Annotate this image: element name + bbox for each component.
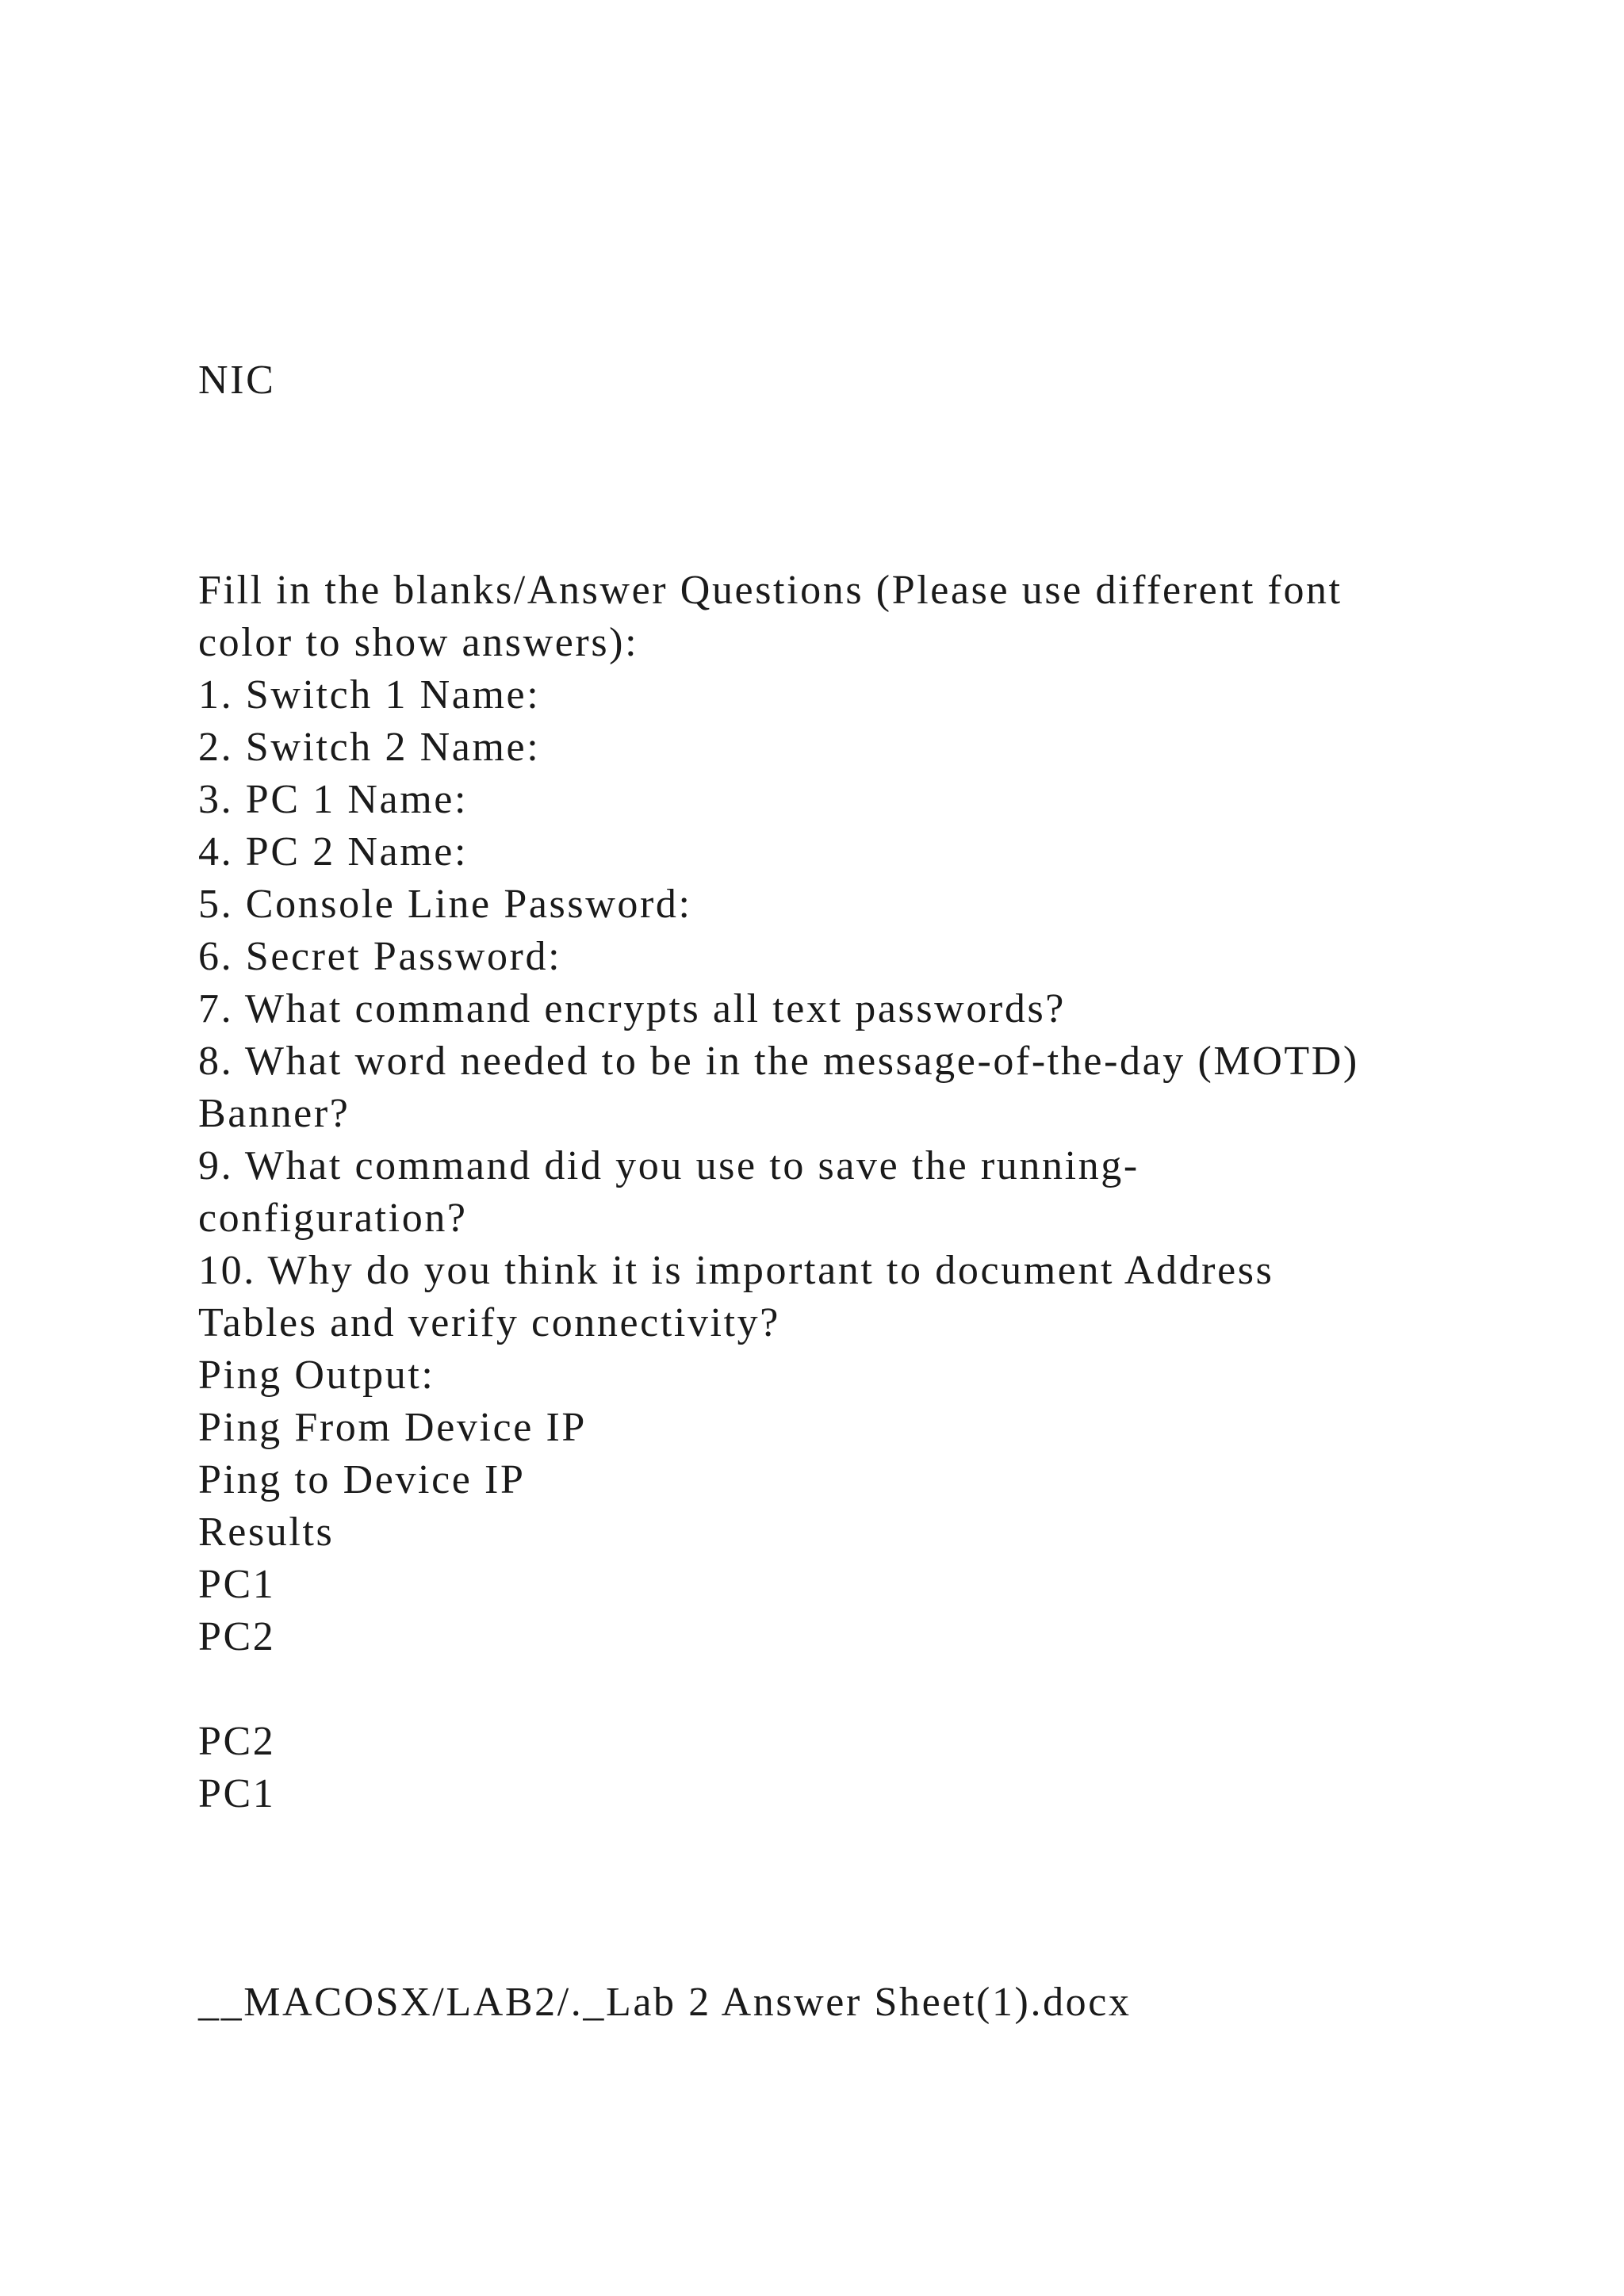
question-2: 2. Switch 2 Name:	[198, 725, 541, 770]
question-10-continued: Tables and verify connectivity?	[198, 1300, 780, 1345]
question-5: 5. Console Line Password:	[198, 882, 692, 927]
question-8-continued: Banner?	[198, 1091, 350, 1136]
question-7: 7. What command encrypts all text passwords?	[198, 986, 1066, 1031]
question-10: 10. Why do you think it is important to document Address	[198, 1248, 1274, 1293]
footer-file-path: __MACOSX/LAB2/._Lab 2 Answer Sheet(1).docx	[198, 1980, 1132, 2025]
question-3: 3. PC 1 Name:	[198, 777, 469, 822]
ping-row-1-from: PC1	[198, 1562, 276, 1607]
ping-row-2-from: PC2	[198, 1719, 276, 1764]
ping-header-to: Ping to Device IP	[198, 1457, 526, 1502]
ping-header-from: Ping From Device IP	[198, 1405, 587, 1450]
document-heading: NIC	[198, 358, 276, 403]
question-6: 6. Secret Password:	[198, 934, 562, 979]
instructions-line-1: Fill in the blanks/Answer Questions (Please use different font	[198, 568, 1342, 613]
instructions-line-2: color to show answers):	[198, 620, 639, 665]
ping-row-2-to: PC1	[198, 1771, 276, 1816]
ping-header-results: Results	[198, 1510, 335, 1555]
question-9-continued: configuration?	[198, 1196, 468, 1241]
question-9: 9. What command did you use to save the running-	[198, 1143, 1139, 1188]
ping-output-title: Ping Output:	[198, 1353, 435, 1398]
ping-row-1-to: PC2	[198, 1614, 276, 1659]
question-1: 1. Switch 1 Name:	[198, 672, 541, 718]
question-4: 4. PC 2 Name:	[198, 829, 469, 874]
question-8: 8. What word needed to be in the message-of-the-day (MOTD)	[198, 1039, 1359, 1084]
